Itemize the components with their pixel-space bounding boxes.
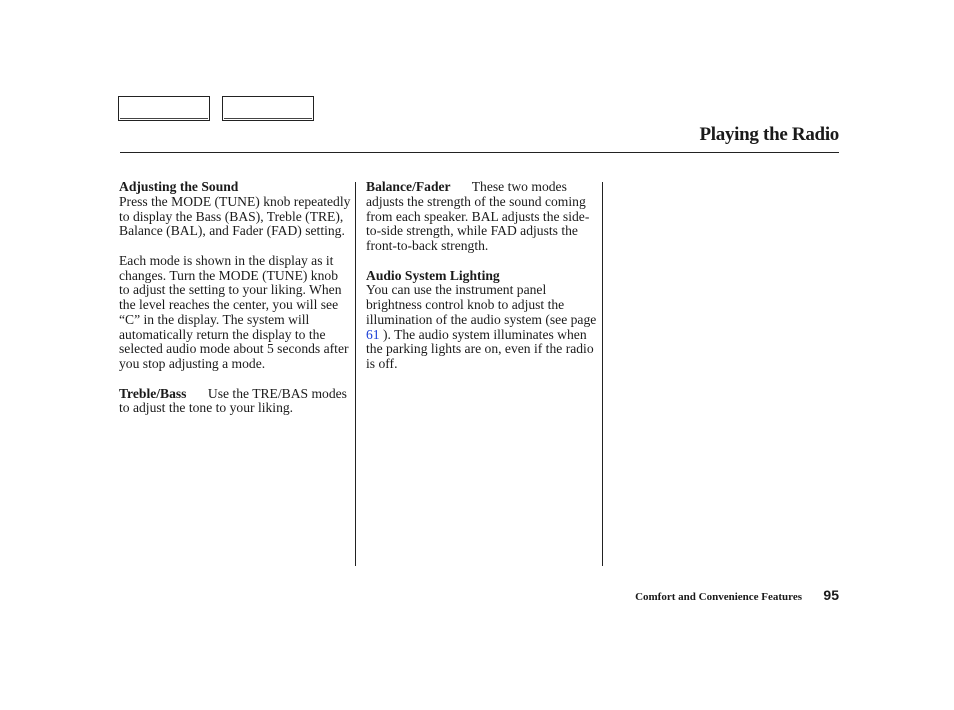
page-title: Playing the Radio bbox=[699, 124, 839, 145]
page-61-link[interactable]: 61 bbox=[366, 326, 380, 342]
adjusting-sound-heading: Adjusting the Sound bbox=[119, 179, 239, 194]
right-column bbox=[366, 180, 598, 387]
modes-paragraph: Each mode is shown in the display as it changes. Turn the MODE (TUNE) knob to adjust the setting to your liking. When the level reaches the center, you will see “C” in the display. The system will automatically return the display to the selected audio mode about 5 seconds after you stop adjusting a mode. bbox=[119, 252, 349, 371]
page-number: 95 bbox=[823, 587, 839, 603]
adjusting-sound-section bbox=[119, 180, 351, 239]
nav-button-next[interactable] bbox=[222, 96, 314, 121]
nav-button-previous[interactable] bbox=[118, 96, 210, 121]
title-divider bbox=[120, 152, 839, 153]
footer-section-title: Comfort and Convenience Features bbox=[635, 591, 802, 603]
audio-lighting-heading: Audio System Lighting bbox=[366, 267, 500, 283]
left-column bbox=[119, 180, 351, 431]
balance-fader-section bbox=[366, 180, 598, 254]
treble-bass-text: Use the TRE/BAS modes to adjust the tone to your liking. bbox=[119, 385, 347, 416]
adjusting-sound-text: Press the MODE (TUNE) knob repeatedly to display the Bass (BAS), Treble (TRE), Balance (BAL), and Fader (FAD) setting. bbox=[119, 193, 351, 239]
treble-bass-heading: Treble/Bass bbox=[119, 385, 187, 401]
column-divider bbox=[355, 182, 356, 566]
audio-lighting-section bbox=[366, 269, 598, 372]
audio-lighting-text-end: ). The audio system illuminates when the parking lights are on, even if the radio is off. bbox=[366, 326, 594, 371]
audio-lighting-text-start: You can use the instrument panel brightness control knob to adjust the illumination of the audio system (see page bbox=[366, 282, 597, 327]
balance-fader-heading: Balance/Fader bbox=[366, 179, 451, 194]
treble-bass-section bbox=[119, 387, 351, 417]
balance-fader-text: These two modes adjusts the strength of the sound coming from each speaker. BAL adjusts the side-to-side strength, while FAD adjusts the front-to-back strength. bbox=[366, 179, 590, 253]
column-divider bbox=[602, 182, 603, 566]
